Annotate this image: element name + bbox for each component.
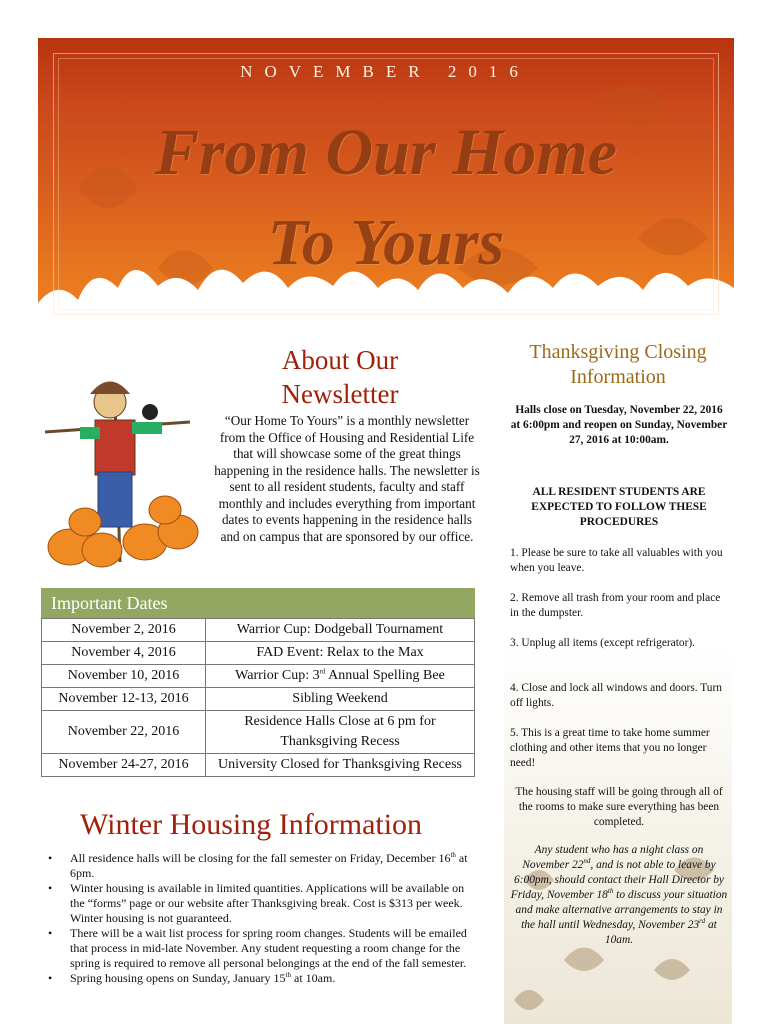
procedure-step-2: 2. Remove all trash from your room and place in the dumpster. <box>510 592 721 619</box>
event-text: Annual Spelling Bee <box>325 668 445 683</box>
procedure-step-5: 5. This is a great time to take home summer clothing and other items that you no longer need! <box>510 727 710 769</box>
note-text: Any student who has a night class on November 22 <box>522 844 704 871</box>
event-cell <box>206 665 475 688</box>
note-text: at 10am. <box>604 919 717 946</box>
list-text: Spring housing opens on Sunday, January 15 <box>70 971 286 985</box>
date-cell: November 2, 2016 <box>42 619 206 642</box>
event-cell: University Closed for Thanksgiving Recess <box>206 754 475 777</box>
event-text: Warrior Cup: 3 <box>235 668 320 683</box>
procedure-step-3: 3. Unplug all items (except refrigerator). <box>510 637 696 649</box>
ordinal-suffix: th <box>285 971 291 979</box>
table-row <box>42 754 475 777</box>
winter-housing-list <box>44 851 480 986</box>
list-text: at 10am. <box>291 971 336 985</box>
list-item <box>44 851 480 881</box>
date-cell: November 4, 2016 <box>42 642 206 665</box>
table-row <box>42 688 475 711</box>
note-text: , and is not able to leave by 6:00pm, should contact their Hall Director by Friday, November 18 <box>510 859 724 901</box>
procedures-heading: ALL RESIDENT STUDENTS ARE EXPECTED TO FOLLOW THESE PROCEDURES <box>531 486 707 528</box>
newsletter-title-line2: To Yours <box>267 206 505 279</box>
ordinal-suffix: rd <box>699 917 706 926</box>
ordinal-suffix: th <box>607 887 614 896</box>
procedure-step-4: 4. Close and lock all windows and doors. Turn off lights. <box>510 682 722 709</box>
event-cell: Warrior Cup: Dodgeball Tournament <box>206 619 475 642</box>
event-cell: FAD Event: Relax to the Max <box>206 642 475 665</box>
ordinal-suffix: rd <box>319 667 326 676</box>
date-cell: November 24-27, 2016 <box>42 754 206 777</box>
date-cell: November 10, 2016 <box>42 665 206 688</box>
halls-close-notice: Halls close on Tuesday, November 22, 2016 at 6:00pm and reopen on Sunday, November 27, 2016 at 10:00am. <box>510 404 728 446</box>
night-class-note <box>510 843 728 948</box>
about-heading: About Our Newsletter <box>281 345 399 409</box>
table-row <box>42 711 475 754</box>
table-row <box>42 619 475 642</box>
thanksgiving-heading: Thanksgiving Closing Information <box>529 341 707 388</box>
event-cell: Sibling Weekend <box>206 688 475 711</box>
date-cell: November 22, 2016 <box>42 711 206 754</box>
issue-month: NOVEMBER 2016 <box>240 62 530 81</box>
winter-housing-heading: Winter Housing Information <box>80 808 423 841</box>
ordinal-suffix: nd <box>583 857 591 866</box>
event-cell: Residence Halls Close at 6 pm for Thanksgiving Recess <box>206 711 475 754</box>
date-cell: November 12-13, 2016 <box>42 688 206 711</box>
scarecrow-illustration <box>40 372 215 572</box>
header-banner <box>38 38 734 368</box>
newsletter-title-line1: From Our Home <box>154 116 618 189</box>
important-dates-heading: Important Dates <box>41 588 475 618</box>
important-dates-table <box>41 618 475 777</box>
note-text: to discuss your situation and make alternative arrangements to stay in the hall until Wednesday, November 23 <box>515 889 728 931</box>
important-dates-section <box>41 588 475 777</box>
table-row <box>42 642 475 665</box>
list-item: • There will be a wait list process for spring room changes. Students will be emailed that process in mid-late November. Any student requesting a room change for the spring is required to remove all personal belongings at the end of the fall semester. <box>44 926 480 971</box>
list-item <box>44 971 480 986</box>
list-text: at 6pm. <box>70 851 468 880</box>
staff-check-note: The housing staff will be going through all of the rooms to make sure everything has been completed. <box>515 786 723 828</box>
list-text: All residence halls will be closing for the fall semester on Friday, December 16 <box>70 851 451 865</box>
procedure-step-1: 1. Please be sure to take all valuables with you when you leave. <box>510 547 723 574</box>
ordinal-suffix: th <box>450 851 456 859</box>
about-body: “Our Home To Yours” is a monthly newsletter from the Office of Housing and Residential Life that will showcase some of the great things happening in the residence halls. The newsletter is sent to all resident students, faculty and staff monthly and includes everything from important dates to events happening in the residence halls and on campus that are sponsored by our office. <box>214 413 480 544</box>
table-row <box>42 665 475 688</box>
list-item: • Winter housing is available in limited quantities. Applications will be available on the “forms” page or our website after Thanksgiving break. Cost is $313 per week. Winter housing is not guaranteed. <box>44 881 480 926</box>
